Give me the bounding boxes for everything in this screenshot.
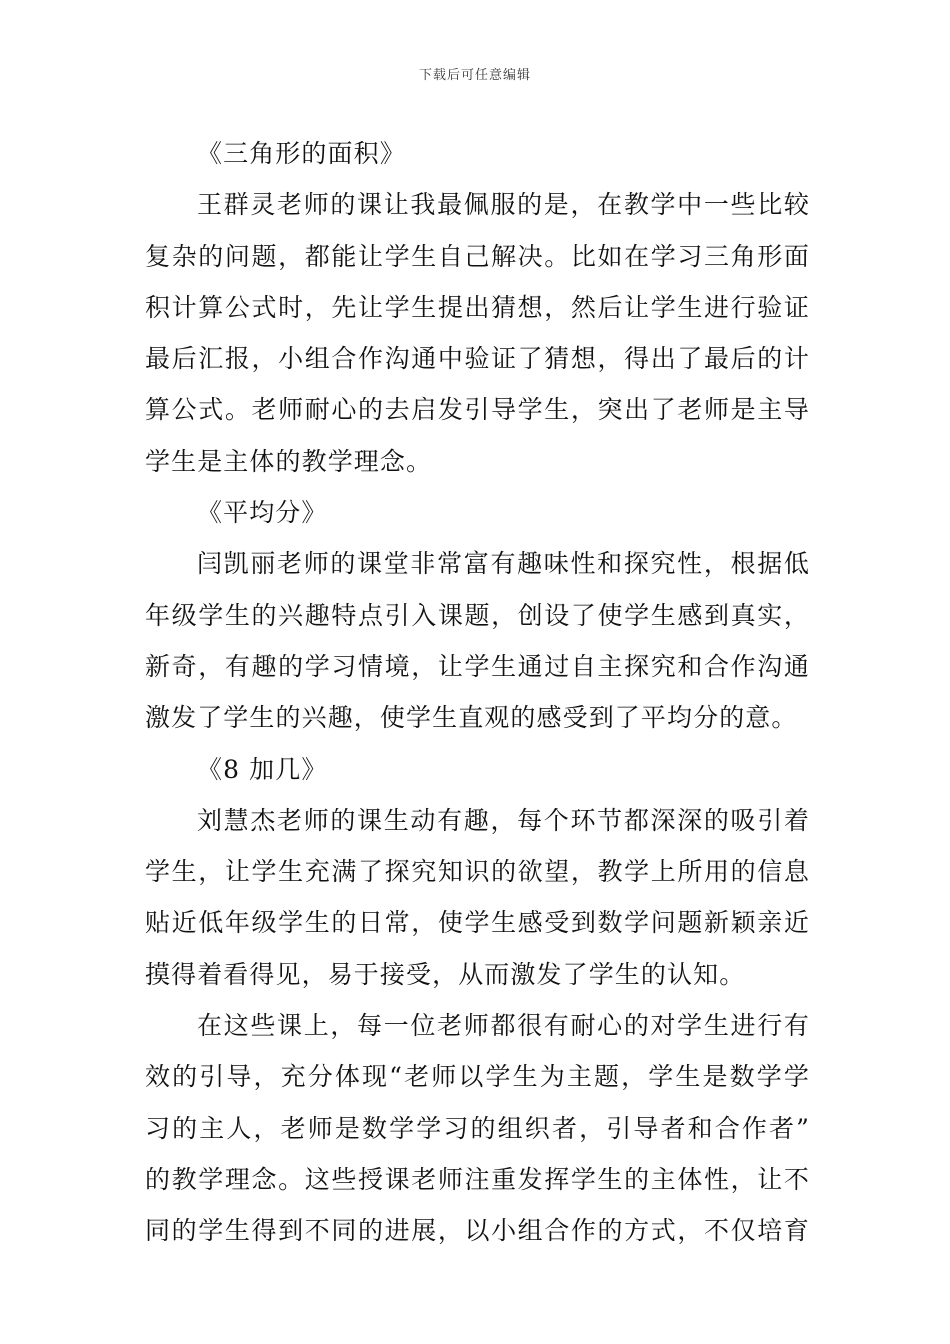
section-title: 《8 加几》: [197, 754, 328, 784]
paragraph-line: 激发了学生的兴趣，使学生直观的感受到了平均分的意。: [145, 703, 798, 733]
paragraph-line: 复杂的问题，都能让学生自己解决。比如在学习三角形面: [145, 241, 810, 271]
paragraph-line: 年级学生的兴趣特点引入课题，创设了使学生感到真实，: [145, 600, 810, 630]
page-header: 下载后可任意编辑: [418, 68, 531, 83]
paragraph-line: 算公式。老师耐心的去启发引导学生，突出了老师是主导: [145, 395, 810, 425]
paragraph-line: 在这些课上，每一位老师都很有耐心的对学生进行有: [197, 1011, 810, 1041]
paragraph-line: 闫凯丽老师的课堂非常富有趣味性和探究性，根据低: [197, 549, 810, 579]
paragraph-line: 学生是主体的教学理念。: [145, 446, 433, 476]
paragraph-line: 积计算公式时，先让学生提出猜想，然后让学生进行验证: [145, 292, 810, 322]
paragraph-line: 最后汇报，小组合作沟通中验证了猜想，得出了最后的计: [145, 344, 810, 374]
document-body: [145, 128, 810, 1257]
paragraph-line: 效的引导，充分体现“老师以学生为主题，学生是数学学: [145, 1062, 810, 1092]
paragraph-line: 同的学生得到不同的进展，以小组合作的方式，不仅培育: [145, 1216, 810, 1246]
paragraph-line: 摸得着看得见，易于接受，从而激发了学生的认知。: [145, 959, 746, 989]
paragraph-line: 王群灵老师的课让我最佩服的是，在教学中一些比较: [197, 190, 810, 220]
paragraph-line: 贴近低年级学生的日常，使学生感受到数学问题新颖亲近: [145, 908, 810, 938]
section-title: 《平均分》: [197, 498, 328, 528]
paragraph-line: 习的主人，老师是数学学习的组织者，引导者和合作者”: [145, 1113, 810, 1143]
paragraph-line: 新奇，有趣的学习情境，让学生通过自主探究和合作沟通: [145, 651, 810, 681]
paragraph-line: 刘慧杰老师的课生动有趣，每个环节都深深的吸引着: [197, 805, 810, 835]
section-title: 《三角形的面积》: [197, 139, 406, 168]
paragraph-line: 学生，让学生充满了探究知识的欲望，教学上所用的信息: [145, 857, 810, 887]
paragraph-line: 的教学理念。这些授课老师注重发挥学生的主体性，让不: [145, 1164, 810, 1194]
